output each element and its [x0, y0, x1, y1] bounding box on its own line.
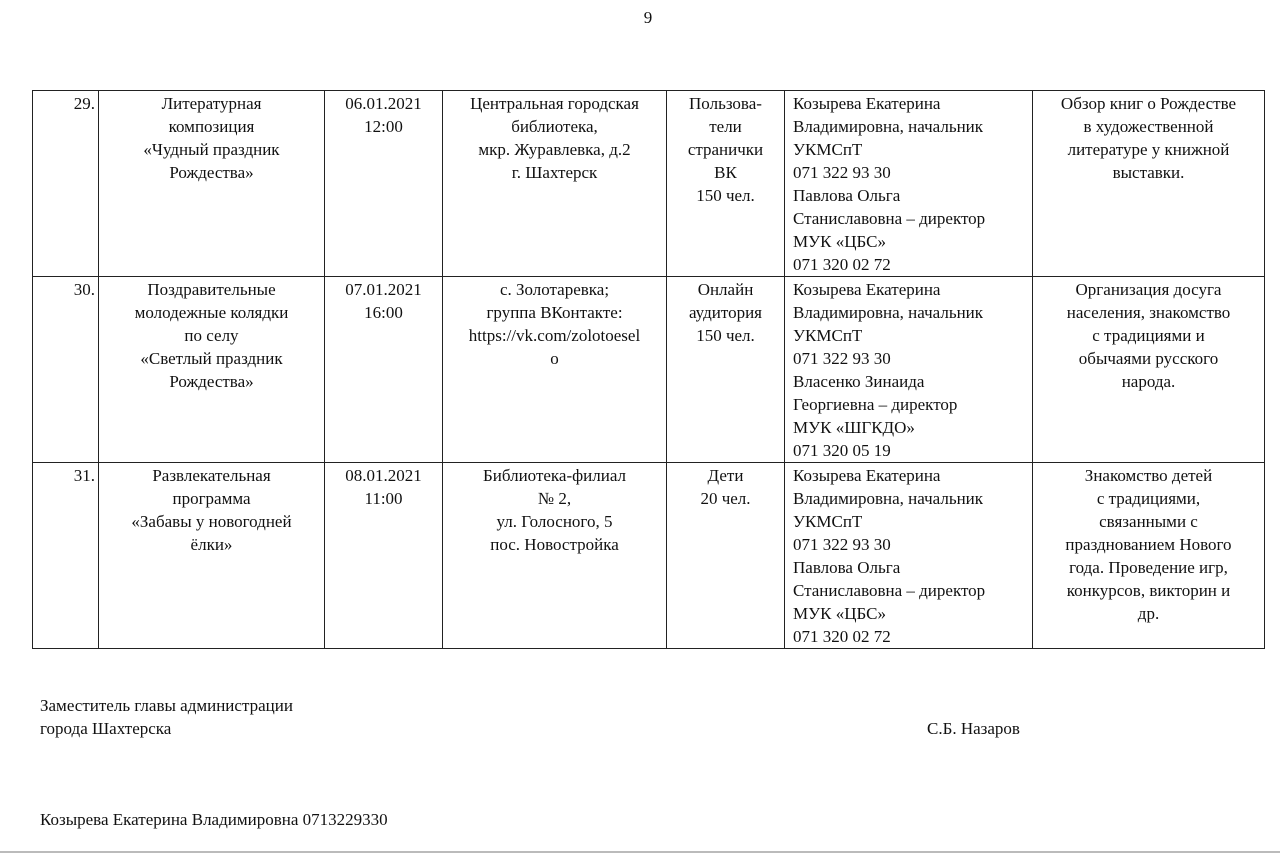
organizers-line: 071 322 93 30 [793, 349, 891, 368]
venue-line: мкр. Журавлевка, д.2 [478, 140, 631, 159]
organizers-line: Владимировна, начальник [793, 303, 984, 322]
organizers-line: Владимировна, начальник [793, 489, 984, 508]
organizers-line: УКМСпТ [793, 512, 863, 531]
organizers-line: МУК «ЦБС» [793, 604, 887, 623]
audience-cell [667, 463, 785, 649]
description-cell [1033, 91, 1265, 277]
description-line: др. [1137, 604, 1160, 623]
description-line: Обзор книг о Рождестве [1060, 94, 1237, 113]
venue-line: Библиотека-филиал [483, 466, 626, 485]
venue-cell [443, 463, 667, 649]
organizers-line: УКМСпТ [793, 140, 863, 159]
table-body [33, 91, 1265, 649]
audience-line: Онлайн [697, 280, 754, 299]
description-line: с традициями, [1096, 489, 1201, 508]
event-title-cell [99, 91, 325, 277]
event-title-line: Литературная [161, 94, 262, 113]
row-number-cell: 30. [33, 277, 99, 463]
event-title-cell [99, 277, 325, 463]
organizers-cell [785, 277, 1033, 463]
datetime-cell [325, 277, 443, 463]
description-line: обычаями русского [1078, 349, 1219, 368]
venue-line: о [550, 349, 559, 368]
event-title-line: композиция [168, 117, 255, 136]
bottom-rule [0, 851, 1280, 853]
organizers-cell [785, 91, 1033, 277]
organizers-line: Владимировна, начальник [793, 117, 984, 136]
description-line: конкурсов, викторин и [1066, 581, 1231, 600]
signatory-name: С.Б. Назаров [927, 719, 1020, 738]
event-title-line: программа [172, 489, 251, 508]
organizers-line: 071 320 02 72 [793, 255, 891, 274]
description-line: в художественной [1083, 117, 1214, 136]
venue-line: с. Золотаревка; [499, 280, 610, 299]
description-line: народа. [1121, 372, 1176, 391]
organizers-line: Станиславовна – директор [793, 581, 986, 600]
venue-line: № 2, [537, 489, 572, 508]
description-line: с традициями и [1092, 326, 1205, 345]
organizers-line: Козырева Екатерина [793, 280, 941, 299]
organizers-line: 071 320 02 72 [793, 627, 891, 646]
position-line-1: Заместитель главы администрации [40, 696, 293, 715]
datetime-line: 07.01.2021 [345, 280, 422, 299]
venue-line: группа ВКонтакте: [486, 303, 623, 322]
organizers-line: МУК «ЦБС» [793, 232, 887, 251]
organizers-line: Козырева Екатерина [793, 466, 941, 485]
row-number-cell: 29. [33, 91, 99, 277]
audience-line: 150 чел. [696, 326, 755, 345]
audience-line: Дети [707, 466, 744, 485]
page-number: 9 [643, 8, 653, 27]
organizers-line: Павлова Ольга [793, 558, 901, 577]
audience-line: тели [709, 117, 742, 136]
event-title-line: молодежные колядки [134, 303, 289, 322]
datetime-line: 11:00 [364, 489, 403, 508]
description-line: связанными с [1099, 512, 1198, 531]
description-line: выставки. [1112, 163, 1185, 182]
event-title-line: ёлки» [190, 535, 233, 554]
position-line-2: города Шахтерска [40, 719, 172, 738]
event-title-line: Рождества» [169, 372, 254, 391]
datetime-cell [325, 463, 443, 649]
description-line: года. Проведение игр, [1069, 558, 1228, 577]
table-row [33, 91, 1265, 277]
event-title-cell [99, 463, 325, 649]
description-line: празднованием Нового [1065, 535, 1232, 554]
organizers-line: Власенко Зинаида [793, 372, 925, 391]
datetime-line: 16:00 [364, 303, 403, 322]
venue-line: Центральная городская [470, 94, 639, 113]
audience-line: странички [687, 140, 764, 159]
description-line: Организация досуга [1075, 280, 1222, 299]
audience-line: 20 чел. [700, 489, 751, 508]
organizers-line: УКМСпТ [793, 326, 863, 345]
audience-line: 150 чел. [696, 186, 755, 205]
organizers-line: Георгиевна – директор [793, 395, 958, 414]
contact-line: Козырева Екатерина Владимировна 0713229330 [40, 810, 388, 829]
venue-line: библиотека, [511, 117, 598, 136]
organizers-line: Козырева Екатерина [793, 94, 941, 113]
organizers-line: Станиславовна – директор [793, 209, 986, 228]
event-title-line: Поздравительные [147, 280, 276, 299]
datetime-cell [325, 91, 443, 277]
audience-line: ВК [714, 163, 737, 182]
description-line: Знакомство детей [1084, 466, 1213, 485]
venue-line: ул. Голосного, 5 [496, 512, 613, 531]
venue-cell [443, 277, 667, 463]
venue-line: г. Шахтерск [511, 163, 598, 182]
audience-line: аудитория [689, 303, 762, 322]
signatory-position [40, 694, 293, 740]
organizers-line: МУК «ШГКДО» [793, 418, 915, 437]
event-title-line: «Забавы у новогодней [131, 512, 292, 531]
organizers-line: 071 322 93 30 [793, 163, 891, 182]
audience-cell [667, 277, 785, 463]
organizers-line: 071 322 93 30 [793, 535, 891, 554]
event-title-line: Развлекательная [152, 466, 271, 485]
description-cell [1033, 463, 1265, 649]
description-line: населения, знакомство [1066, 303, 1231, 322]
datetime-line: 06.01.2021 [345, 94, 422, 113]
audience-cell [667, 91, 785, 277]
events-table [32, 90, 1265, 649]
row-number-cell: 31. [33, 463, 99, 649]
datetime-line: 12:00 [364, 117, 403, 136]
organizers-cell [785, 463, 1033, 649]
venue-line: пос. Новостройка [490, 535, 619, 554]
event-title-line: «Светлый праздник [140, 349, 283, 368]
table-row [33, 463, 1265, 649]
organizers-line: 071 320 05 19 [793, 441, 891, 460]
event-title-line: Рождества» [169, 163, 254, 182]
audience-line: Пользова- [689, 94, 762, 113]
venue-line: https://vk.com/zolotoesel [468, 326, 641, 345]
datetime-line: 08.01.2021 [345, 466, 422, 485]
description-cell [1033, 277, 1265, 463]
venue-cell [443, 91, 667, 277]
organizers-line: Павлова Ольга [793, 186, 901, 205]
description-line: литературе у книжной [1067, 140, 1230, 159]
event-title-line: «Чудный праздник [143, 140, 280, 159]
event-title-line: по селу [184, 326, 239, 345]
table-row [33, 277, 1265, 463]
